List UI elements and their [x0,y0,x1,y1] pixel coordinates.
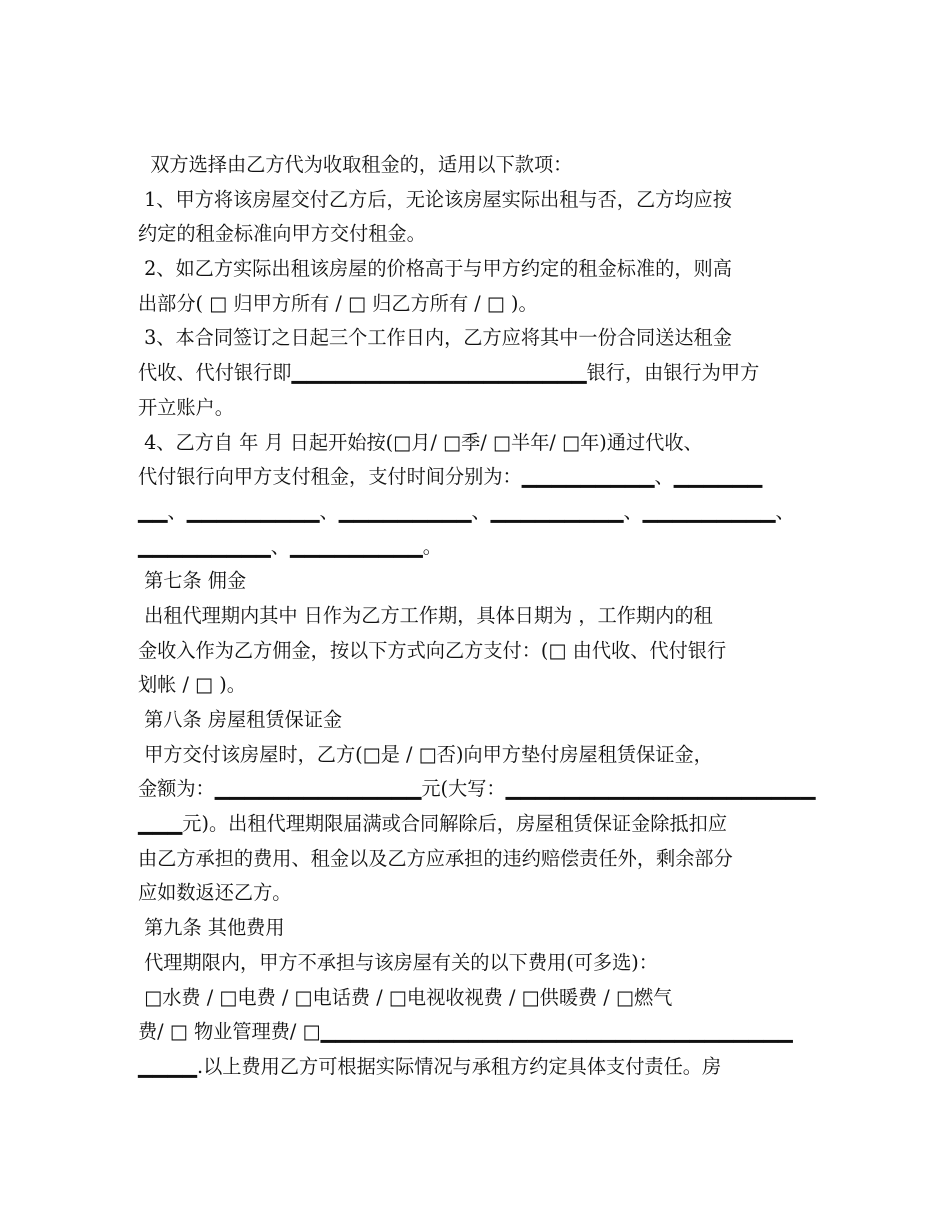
text-line: ▁▁、▁▁▁▁▁▁▁▁▁、▁▁▁▁▁▁▁▁▁、▁▁▁▁▁▁▁▁▁、▁▁▁▁▁▁▁▁▁、 [138,499,795,523]
text-line: 出部分( □ 归甲方所有 / □ 归乙方所有 / □ )。 [138,291,538,315]
text-line: 双方选择由乙方代为收取租金的，适用以下款项： [138,153,573,176]
text-line: 费/ □ 物业管理费/ □▁▁▁▁▁▁▁▁▁▁▁▁▁▁▁▁▁▁▁▁▁▁▁▁▁▁▁▁▁▁▁▁ [138,1020,793,1044]
contract-page-body [138,148,818,1085]
text-line: 代付银行向甲方支付租金，支付时间分别为：▁▁▁▁▁▁▁▁▁、▁▁▁▁▁▁ [138,465,763,489]
text-line: 代理期限内，甲方不承担与该房屋有关的以下费用(可多选)： [138,950,658,974]
text-line: 甲方交付该房屋时，乙方(□是 / □否)向甲方垫付房屋租赁保证金， [138,742,713,766]
text-line: 开立账户。 [138,395,234,419]
text-line: 应如数返还乙方。 [138,881,292,905]
text-line: □水费 / □电费 / □电话费 / □电视收视费 / □供暖费 / □燃气 [138,985,673,1009]
text-line: 划帐 / □ )。 [138,673,246,697]
text-line: ▁▁▁元)。出租代理期限届满或合同解除后，房屋租赁保证金除抵扣应 [138,812,728,836]
text-line: 由乙方承担的费用、租金以及乙方应承担的违约赔偿责任外，剩余部分 [138,846,733,870]
text-line: 金收入作为乙方佣金，按以下方式向乙方支付：(□ 由代收、代付银行 [138,638,727,662]
text-line: 2、如乙方实际出租该房屋的价格高于与甲方约定的租金标准的，则高 [138,257,732,281]
text-line: ▁▁▁▁.以上费用乙方可根据实际情况与承租方约定具体支付责任。房 [138,1054,722,1078]
text-line: 3、本合同签订之日起三个工作日内，乙方应将其中一份合同送达租金 [138,326,732,350]
text-line: ▁▁▁▁▁▁▁▁▁、▁▁▁▁▁▁▁▁▁。 [138,534,442,558]
text-line: 代收、代付银行即▁▁▁▁▁▁▁▁▁▁▁▁▁▁▁▁▁▁▁▁银行，由银行为甲方 [138,361,760,385]
text-line: 1、甲方将该房屋交付乙方后，无论该房屋实际出租与否，乙方均应按 [138,187,732,211]
section-heading: 第八条 房屋租赁保证金 [138,708,343,731]
text-line: 4、乙方自 年 月 日起开始按(□月/ □季/ □半年/ □年)通过代收、 [138,430,703,454]
text-line: 出租代理期内其中 日作为乙方工作期，具体日期为 ，工作期内的租 [138,603,713,627]
section-heading: 第七条 佣金 [138,569,247,593]
text-line: 金额为：▁▁▁▁▁▁▁▁▁▁▁▁▁▁元(大写：▁▁▁▁▁▁▁▁▁▁▁▁▁▁▁▁▁▁▁▁▁ [138,777,816,801]
text-line: 约定的租金标准向甲方交付租金。 [138,222,426,246]
section-heading: 第九条 其他费用 [138,916,285,940]
